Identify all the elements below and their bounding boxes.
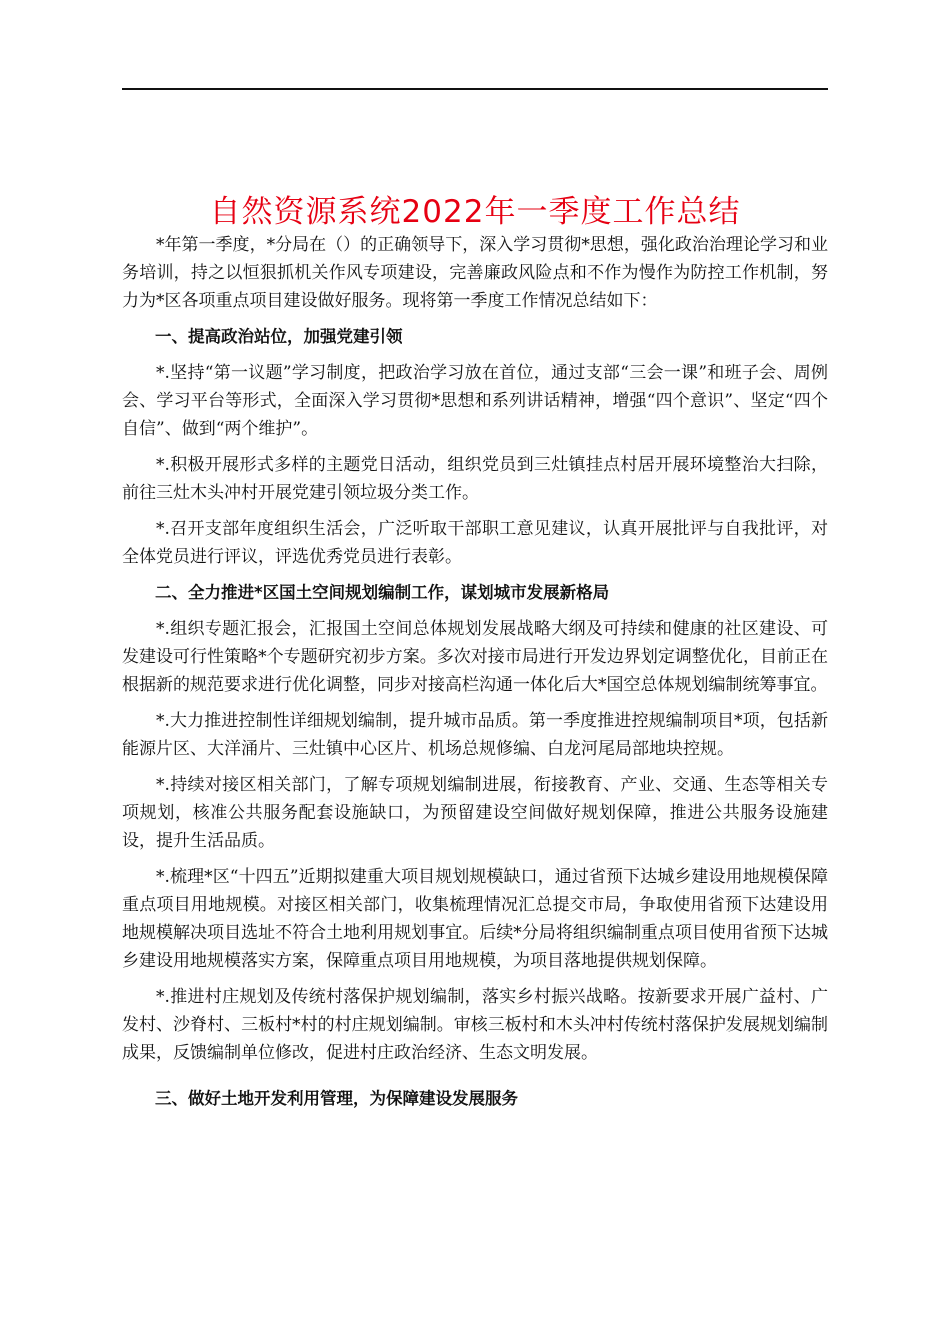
section-heading-1: 一、提高政治站位，加强党建引领 <box>155 327 403 346</box>
section-2-paragraph-3: *.持续对接区相关部门，了解专项规划编制进展，衔接教育、产业、交通、生态等相关专项规划，核准公共服务配套设施缺口，为预留建设空间做好规划保障，推进公共服务设施建设，提升生活品质。 <box>122 775 828 851</box>
intro-paragraph: *年第一季度，*分局在（）的正确领导下，深入学习贯彻*思想，强化政治治理论学习和业务培训，持之以恒狠抓机关作风专项建设，完善廉政风险点和不作为慢作为防控工作机制，努力为*区各项重点项目建设做好服务。现将第一季度工作情况总结如下： <box>122 235 828 311</box>
document-title: 自然资源系统2022年一季度工作总结 <box>209 194 741 230</box>
section-2-paragraph-5: *.推进村庄规划及传统村落保护规划编制，落实乡村振兴战略。按新要求开展广益村、广发村、沙脊村、三板村*村的村庄规划编制。审核三板村和木头冲村传统村落保护发展规划编制成果，反馈编制单位修改，促进村庄政治经济、生态文明发展。 <box>122 987 828 1063</box>
section-2-paragraph-2: *.大力推进控制性详细规划编制，提升城市品质。第一季度推进控规编制项目*项，包括新能源片区、大洋涌片、三灶镇中心区片、机场总规修编、白龙河尾局部地块控规。 <box>122 711 828 759</box>
section-heading-3: 三、做好土地开发利用管理，为保障建设发展服务 <box>155 1089 518 1108</box>
section-1-paragraph-1: *.坚持“第一议题”学习制度，把政治学习放在首位，通过支部“三会一课”和班子会、周例会、学习平台等形式，全面深入学习贯彻*思想和系列讲话精神，增强“四个意识”、坚定“四个自信”、做到“两个维护”。 <box>122 363 828 439</box>
section-heading-2: 二、全力推进*区国土空间规划编制工作，谋划城市发展新格局 <box>155 583 610 602</box>
header-rule <box>122 88 828 90</box>
document-body <box>122 231 828 1121</box>
section-1-paragraph-3: *.召开支部年度组织生活会，广泛听取干部职工意见建议，认真开展批评与自我批评，对全体党员进行评议，评选优秀党员进行表彰。 <box>122 519 828 567</box>
section-1-paragraph-2: *.积极开展形式多样的主题党日活动，组织党员到三灶镇挂点村居开展环境整治大扫除，前往三灶木头冲村开展党建引领垃圾分类工作。 <box>122 455 828 503</box>
section-2-paragraph-1: *.组织专题汇报会，汇报国土空间总体规划发展战略大纲及可持续和健康的社区建设、可发建设可行性策略*个专题研究初步方案。多次对接市局进行开发边界划定调整优化，目前正在根据新的规范要求进行优化调整，同步对接高栏沟通一体化后大*国空总体规划编制统筹事宜。 <box>122 619 828 695</box>
section-2-paragraph-4: *.梳理*区“十四五”近期拟建重大项目规划规模缺口，通过省预下达城乡建设用地规模保障重点项目用地规模。对接区相关部门，收集梳理情况汇总提交市局，争取使用省预下达建设用地规模解决项目选址不符合土地利用规划事宜。后续*分局将组织编制重点项目使用省预下达城乡建设用地规模落实方案，保障重点项目用地规模，为项目落地提供规划保障。 <box>122 867 828 971</box>
